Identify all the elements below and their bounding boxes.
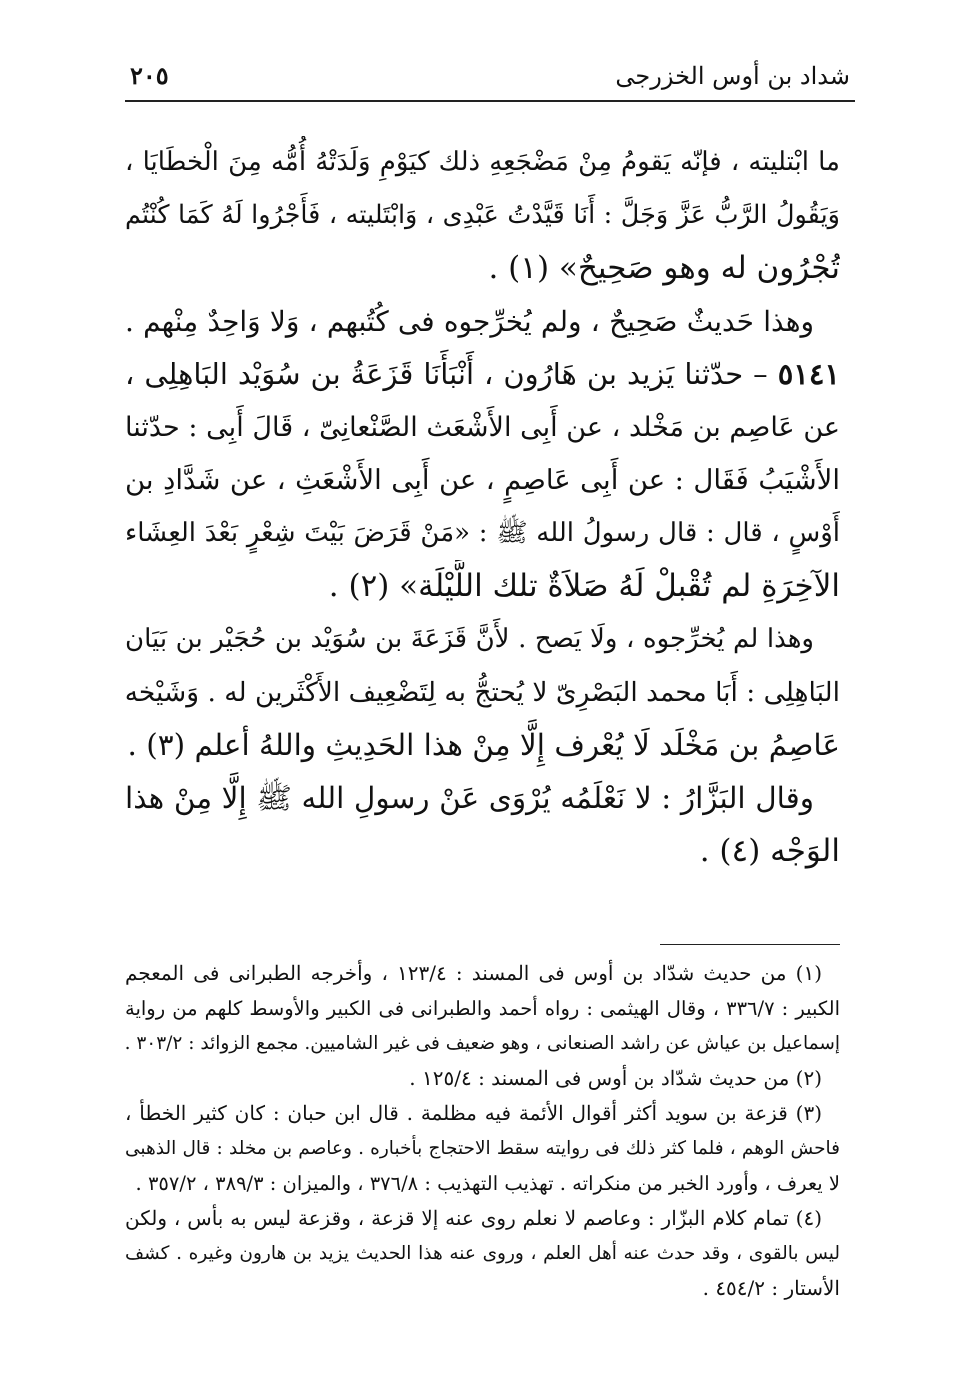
footnote-line: (٤) تمام كلام البزّار : وعاصم لا نعلم روى عنه إلا قزعة ، وقزعة ليس به بأس ، ولكن: [125, 1206, 822, 1230]
text-line: عَاصِمُ بن مَخْلَد لَا يُعْرف إِلَّا مِنْ هذا الحَدِيثِ واللهُ أعلم (٣) .: [127, 728, 840, 762]
header-rule: [125, 100, 855, 102]
text-line: الآخِرَةِ لم تُقْبلْ لَهُ صَلاَةٌ تلك اللَّيْلَة» (٢) .: [328, 568, 840, 604]
text-line: الأَشْيَبُ فَقَال : عن أَبِى عَاصِمٍ ، عن أَبِى الأَشْعَثِ ، عن شَدَّادِ بن: [125, 464, 840, 496]
footnote-line: فاحش الوهم ، فلما كثر ذلك فى روايته سقط الاحتجاج بأخباره . وعاصم بن مخلد : قال الذهبى: [125, 1138, 840, 1159]
footnote-line: لا يعرف ، وأورد الخبر من منكراته . تهذيب التهذيب : ٣٧٦/٨ ، والميزان : ٣٨٩/٣ ، ٣٥٧/٢ .: [135, 1172, 840, 1195]
text-line: وهذا لم يُخرِّجوه ، ولَا يَصح . لأَنَّ قَزَعَةَ بن سُوَيْد بن حُجَيْر بن بَيَان: [125, 624, 814, 654]
main-text: [125, 136, 840, 878]
running-title: شداد بن أوس الخزرجى: [615, 62, 850, 90]
footnote-line: (٣) قزعة بن سويد أكثر أقوال الأئمة فيه مظلمة . قال ابن حبان : كان كثير الخطأ ،: [125, 1101, 822, 1125]
hadith-number: ٥١٤١: [777, 357, 840, 391]
text-line: وهذا حَديثٌ صَحِيحٌ ، ولم يُخرِّجوه فى كُتُبهم ، وَلا وَاحِدٌ مِنْهم .: [125, 305, 814, 338]
text-line: البَاهِلِى : أَبَا محمد البَصْرِىّ لا يُحتجُّ به لِتَضْعِيف الأَكْثَرين له . وَشَيْخه: [125, 677, 840, 708]
footnote-line: إسماعيل بن عياش عن راشد الصنعانى ، وهو ضعيف فى غير الشاميين. مجمع الزوائد : ٣٠٣/٢ .: [125, 1033, 840, 1054]
footnotes: [125, 956, 840, 1306]
footnote-line: الأستار : ٤٥٤/٢ .: [702, 1276, 840, 1300]
text-line: عن عَاصِم بن مَخْلد ، عن أَبِى الأَشْعَث الصَّنْعانِىّ ، قَالَ أَبِى : حدّثنا: [125, 412, 840, 443]
footnote-line: (١) من حديث شدّاد بن أوس فى المسند : ١٢٣/٤ ، وأخرجه الطبرانى فى المعجم: [125, 961, 822, 985]
text-line: وَيَقُولُ الرَّبُّ عَزَّ وَجَلَّ : أَنَا قَيَّدْتُ عَبْدِى ، وَابْتَليته ، فَأَجْرُوا لَهُ كَمَا كُنْتُم: [125, 200, 840, 230]
text-line: تُجْرُون له وهو صَحِيحٌ» (١) .: [488, 250, 840, 286]
text-line: أَوْسٍ ، قال : قال رسولُ الله ﷺ : «مَنْ قَرَضَ بَيْتَ شِعْرٍ بَعْدَ العِشَاء: [125, 518, 840, 548]
running-header: [130, 56, 850, 96]
text-line-hadith-start: [125, 348, 840, 401]
text-line-content: – حدّثنا يَزيد بن هَارُون ، أَنْبَأَنَا قَزَعَةُ بن سُوَيْد البَاهِلِى ،: [125, 357, 768, 391]
text-line: الوَجْه (٤) .: [699, 833, 840, 869]
footnote-line: الكبير : ٣٣٦/٧ ، وقال الهيثمى : رواه أحمد والطبرانى فى الكبير والأوسط كلهم من رواية: [125, 997, 840, 1020]
text-line: وقال البَزَّارُ : لا نَعْلَمُه يُرْوَى عَنْ رسولِ الله ﷺ إِلَّا مِنْ هذا: [125, 781, 814, 815]
footnote-line: (٢) من حديث شدّاد بن أوس فى المسند : ١٢٥/٤ .: [409, 1066, 822, 1090]
footnote-line: ليس بالقوى ، وقد حدث عنه أهل العلم ، وروى عنه هذا الحديث يزيد بن هارون وغيره . كشف: [125, 1243, 840, 1264]
text-line: ما ابْتليته ، فإنّه يَقومُ مِنْ مَضْجَعِهِ ذلك كيَوْمِ وَلَدَتْهُ أُمُّه مِنَ الْخطَايَا ،: [125, 147, 840, 177]
footnote-rule: [660, 944, 840, 945]
page-number: ٢٠٥: [130, 61, 169, 90]
